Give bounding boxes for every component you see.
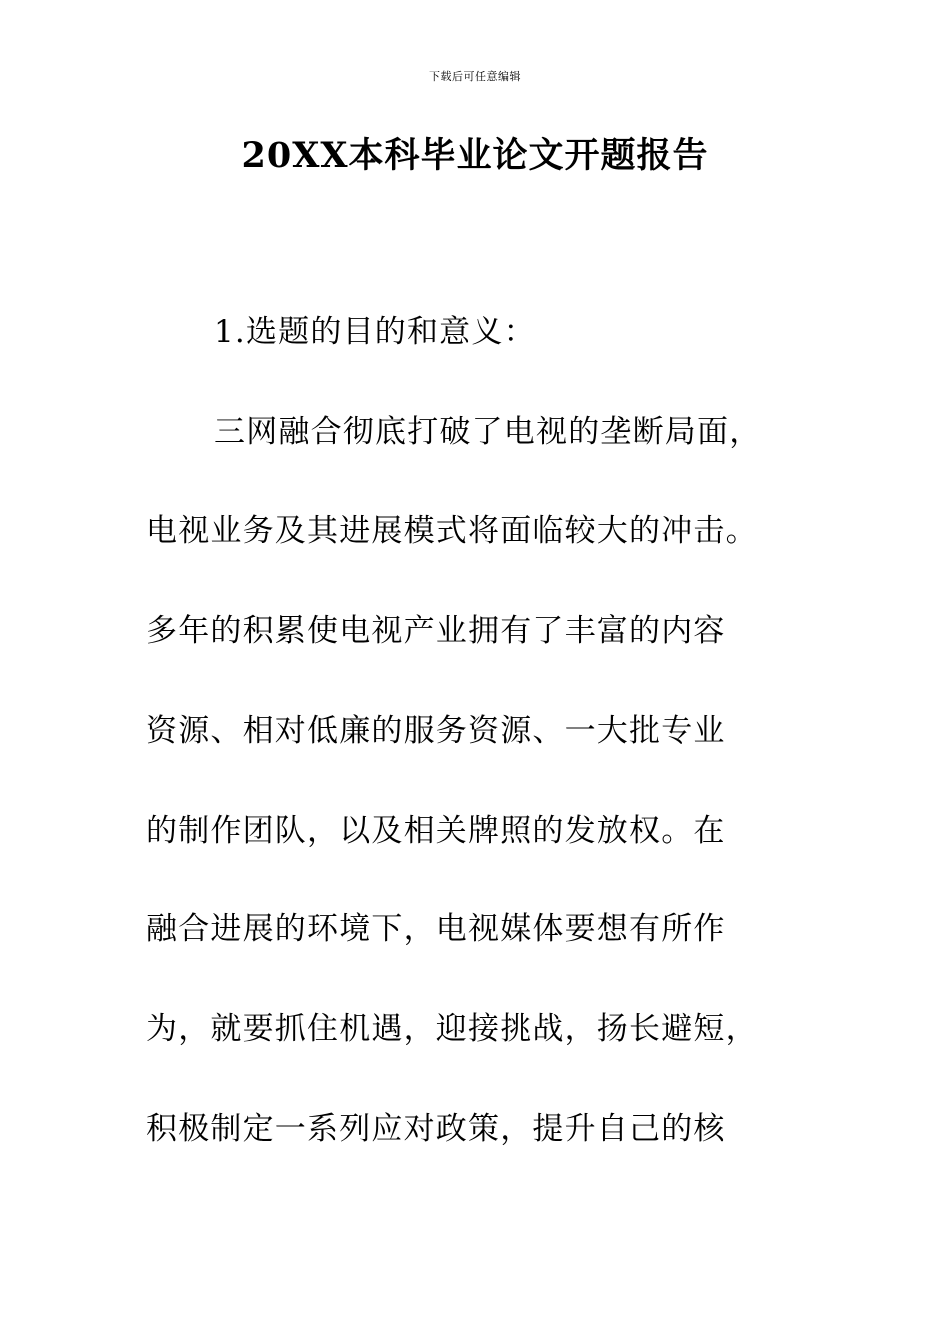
paragraph-line: 三网融合彻底打破了电视的垄断局面， <box>214 414 762 450</box>
paragraph-line: 融合进展的环境下，电视媒体要想有所作 <box>146 911 726 947</box>
paragraph-line: 资源、相对低廉的服务资源、一大批专业 <box>146 713 726 749</box>
paragraph-line: 的制作团队，以及相关牌照的发放权。在 <box>146 813 726 849</box>
paragraph-line: 为，就要抓住机遇，迎接挑战，扬长避短， <box>146 1011 758 1047</box>
section-heading: 1.选题的目的和意义： <box>214 314 536 350</box>
document-title: 20XX本科毕业论文开题报告 <box>241 135 709 176</box>
header-note: 下载后可任意编辑 <box>429 70 521 83</box>
paragraph-line: 多年的积累使电视产业拥有了丰富的内容 <box>146 613 726 649</box>
paragraph-line: 电视业务及其进展模式将面临较大的冲击。 <box>146 513 758 549</box>
paragraph-line: 积极制定一系列应对政策，提升自己的核 <box>146 1111 726 1147</box>
